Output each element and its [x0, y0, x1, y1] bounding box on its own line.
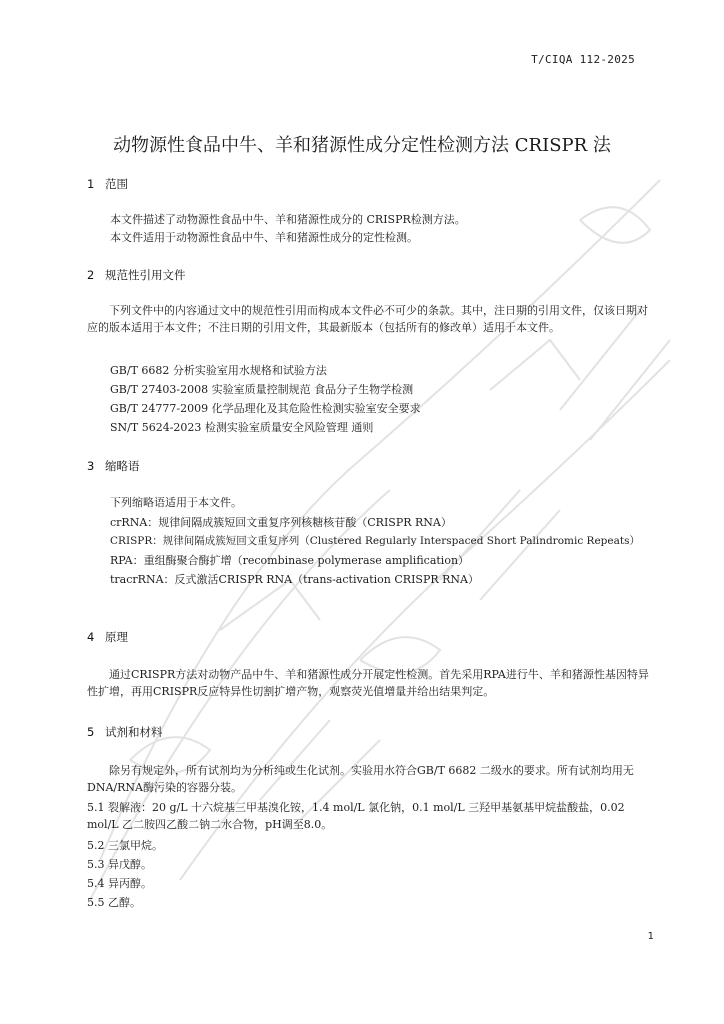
abbreviation-item: tracrRNA：反式激活CRISPR RNA（trans-activation CRISPR RNA） — [110, 573, 479, 586]
page-number: 1 — [647, 931, 654, 942]
abbreviations-intro: 下列缩略语适用于本文件。 — [110, 496, 242, 509]
reagent-number: 5.2 — [87, 839, 105, 852]
section-number: 4 — [87, 630, 95, 644]
section-title: 规范性引用文件 — [105, 268, 186, 282]
reagent-item — [87, 894, 141, 911]
reagent-text: 裂解液：20 g/L 十六烷基三甲基溴化铵，1.4 mol/L 氯化钠，0.1 mol/L 三羟甲基氨基甲烷盐酸盐，0.02 mol/L 乙二胺四乙酸二钠二水合物，pH调至8.0。 — [87, 801, 625, 831]
abbreviation-item: CRISPR：规律间隔成簇短回文重复序列（Clustered Regularly Interspaced Short Palindromic Repeats） — [110, 535, 640, 547]
section-title: 原理 — [105, 630, 128, 644]
doc-code: T/CIQA 112-2025 — [531, 53, 635, 66]
reagent-text: 异戊醇。 — [108, 858, 152, 871]
section-title: 缩略语 — [105, 459, 140, 473]
section-heading-abbreviations — [87, 458, 140, 474]
section-number: 1 — [87, 177, 95, 191]
reagents-intro: 除另有规定外，所有试剂均为分析纯或生化试剂。实验用水符合GB/T 6682 二级水的要求。所有试剂均用无DNA/RNA酶污染的容器分装。 — [87, 764, 634, 794]
reagent-item — [87, 837, 163, 854]
scope-line-1: 本文件描述了动物源性食品中牛、羊和猪源性成分的 CRISPR检测方法。 — [110, 213, 466, 226]
reference-item: SN/T 5624-2023 检测实验室质量安全风险管理 通则 — [110, 421, 374, 434]
section-number: 3 — [87, 459, 95, 473]
reagent-number: 5.4 — [87, 877, 105, 890]
abbreviation-item: crRNA：规律间隔成簇短回文重复序列核糖核苷酸（CRISPR RNA） — [110, 516, 452, 529]
reference-item: GB/T 27403-2008 实验室质量控制规范 食品分子生物学检测 — [110, 383, 414, 396]
reagent-text: 乙醇。 — [108, 896, 141, 909]
section-number: 2 — [87, 268, 95, 282]
section-title: 范围 — [105, 177, 128, 191]
reagent-item — [87, 799, 657, 833]
principle-text: 通过CRISPR方法对动物产品中牛、羊和猪源性成分开展定性检测。首先采用RPA进行牛、羊和猪源性基因特异性扩增，再用CRISPR反应特异性切割扩增产物，观察荧光值增量并给出结果判定。 — [87, 668, 649, 698]
scope-line-2: 本文件适用于动物源性食品中牛、羊和猪源性成分的定性检测。 — [110, 231, 418, 244]
section-heading-normative-refs — [87, 267, 186, 283]
doc-title: 动物源性食品中牛、羊和猪源性成分定性检测方法 CRISPR 法 — [113, 135, 611, 156]
reagent-item — [87, 856, 152, 873]
section-heading-reagents — [87, 724, 163, 740]
reagent-number: 5.3 — [87, 858, 105, 871]
section-title: 试剂和材料 — [105, 725, 163, 739]
reagent-number: 5.1 — [87, 801, 105, 814]
abbreviation-item: RPA：重组酶聚合酶扩增（recombinase polymerase amplification） — [110, 554, 470, 567]
reagent-text: 三氯甲烷。 — [108, 839, 163, 852]
reagent-item — [87, 875, 152, 892]
reagent-number: 5.5 — [87, 896, 105, 909]
section-heading-principle — [87, 629, 128, 645]
section-number: 5 — [87, 725, 95, 739]
reference-item: GB/T 24777-2009 化学品理化及其危险性检测实验室安全要求 — [110, 402, 421, 415]
reference-item: GB/T 6682 分析实验室用水规格和试验方法 — [110, 364, 327, 377]
section-heading-scope — [87, 176, 128, 192]
normative-refs-intro: 下列文件中的内容通过文中的规范性引用而构成本文件必不可少的条款。其中，注日期的引用文件，仅该日期对应的版本适用于本文件；不注日期的引用文件，其最新版本（包括所有的修改单）适用于本文件。 — [87, 304, 648, 334]
reagent-text: 异丙醇。 — [108, 877, 152, 890]
